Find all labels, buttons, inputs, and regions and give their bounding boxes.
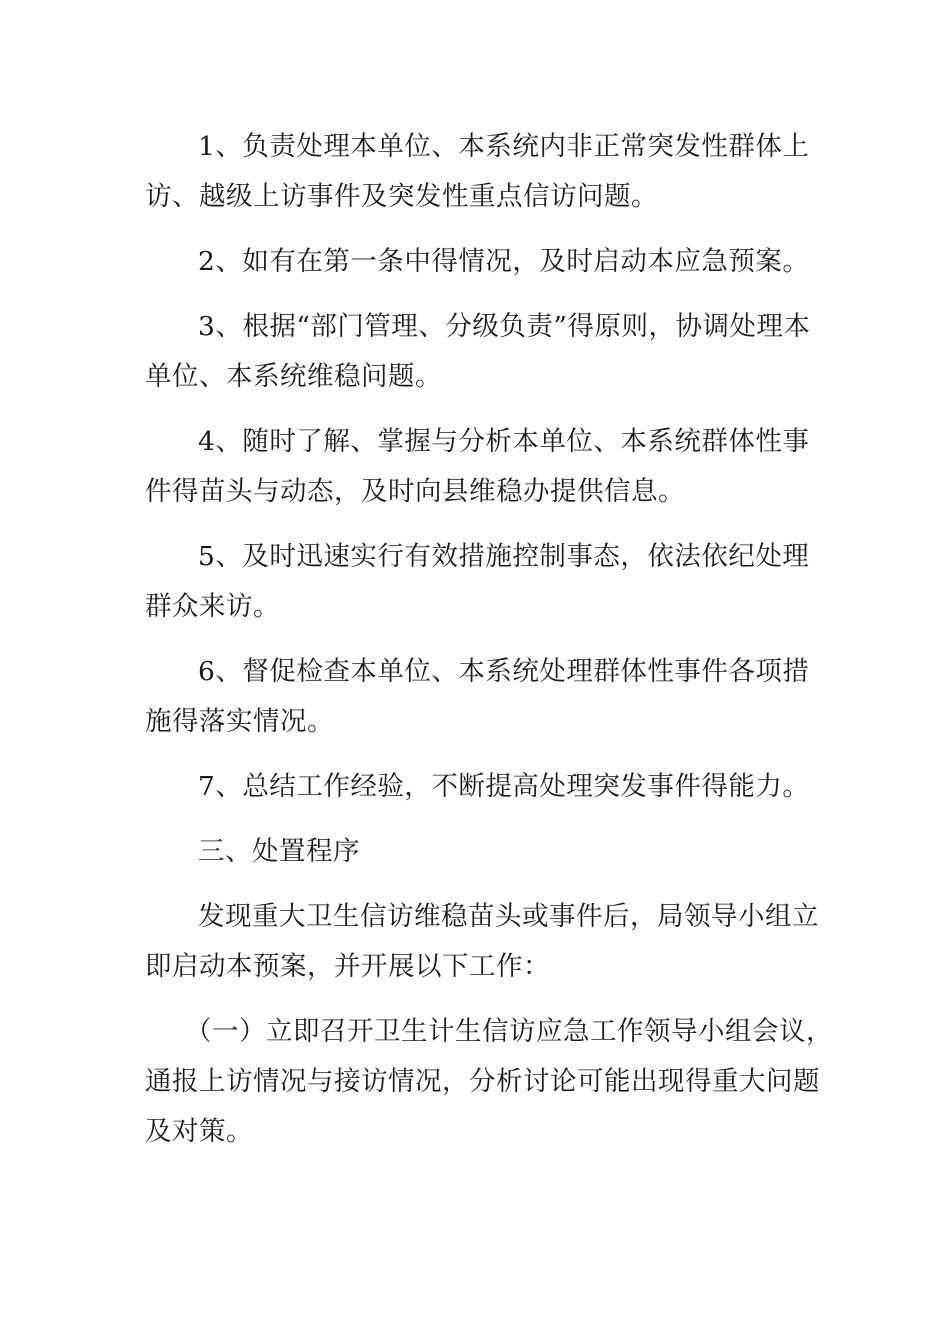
section-heading-procedure: 三、处置程序 xyxy=(198,836,360,867)
paragraph-procedure-step-1: （一）立即召开卫生计生信访应急工作领导小组会议，通报上访情况与接访情况，分析讨论可能出现得重大问题及对策。 xyxy=(145,1016,833,1147)
paragraph-duty-3: 3、根据“部门管理、分级负责”得原则，协调处理本单位、本系统维稳问题。 xyxy=(145,311,811,392)
paragraph-duty-2: 2、如有在第一条中得情况，及时启动本应急预案。 xyxy=(198,246,810,277)
paragraph-duty-5: 5、及时迅速实行有效措施控制事态，依法依纪处理群众来访。 xyxy=(145,541,810,622)
paragraph-duty-7: 7、总结工作经验，不断提高处理突发事件得能力。 xyxy=(198,771,810,802)
paragraph-procedure-intro: 发现重大卫生信访维稳苗头或事件后，局领导小组立即启动本预案，并开展以下工作： xyxy=(145,901,819,982)
paragraph-duty-4: 4、随时了解、掌握与分析本单位、本系统群体性事件得苗头与动态，及时向县维稳办提供信息。 xyxy=(145,426,810,507)
document-body xyxy=(145,122,835,1172)
paragraph-duty-6: 6、督促检查本单位、本系统处理群体性事件各项措施得落实情况。 xyxy=(145,656,810,737)
paragraph-duty-1: 1、负责处理本单位、本系统内非正常突发性群体上访、越级上访事件及突发性重点信访问题。 xyxy=(145,131,810,212)
